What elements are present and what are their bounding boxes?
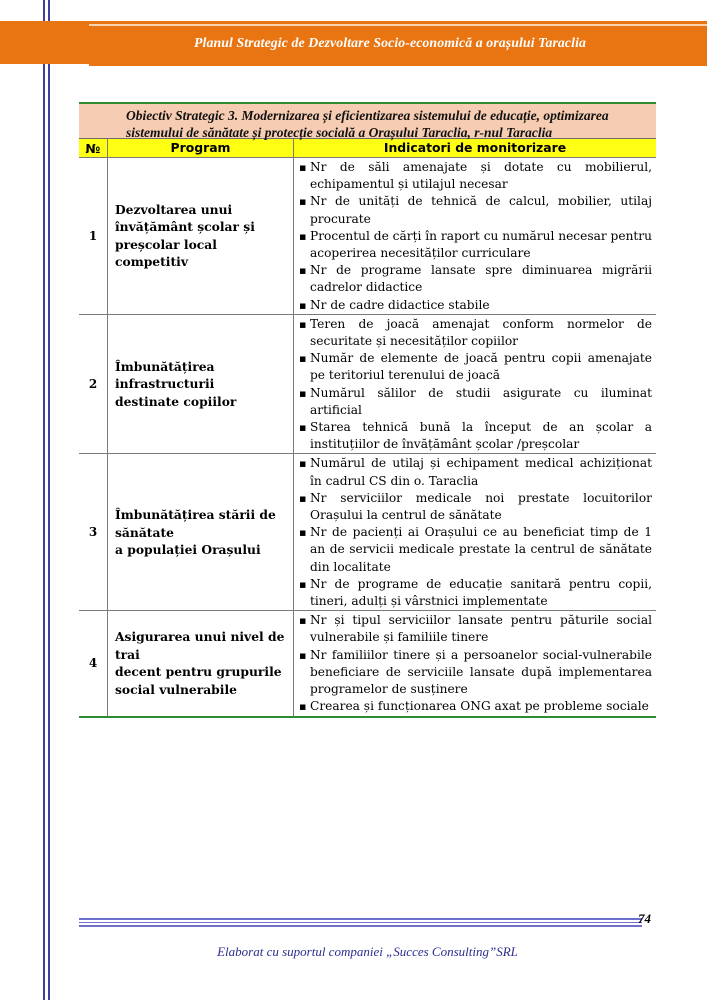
margin-line-left bbox=[43, 0, 45, 1000]
indicator-item: ▪ Nr de pacienți ai Orașului ce au beneficiat timp de 1 an de servicii medicale prestate la centrul de sănătate din localitate bbox=[299, 524, 652, 576]
indicator-item: ▪ Nr familiilor tinere și a persoanelor social-vulnerabile beneficiare de serviciile lansate după implementarea programelor de susținere bbox=[299, 647, 652, 699]
indicator-item: ▪ Nr de programe de educație sanitară pentru copii, tineri, adulți și vârstnici implementate bbox=[299, 576, 652, 610]
footer-divider bbox=[79, 918, 642, 929]
indicators-cell bbox=[294, 158, 656, 314]
row-number: 4 bbox=[79, 611, 108, 715]
indicator-item: ▪ Nr de unități de tehnică de calcul, mobilier, utilaj procurate bbox=[299, 193, 652, 227]
indicator-item: ▪ Numărul de utilaj și echipament medical achiziționat în cadrul CS din o. Taraclia bbox=[299, 455, 652, 489]
indicator-list bbox=[299, 455, 652, 610]
indicator-item: ▪ Teren de joacă amenajat conform normelor de securitate și necesităților copiilor bbox=[299, 316, 652, 350]
indicator-item: ▪ Crearea și funcționarea ONG axat pe probleme sociale bbox=[299, 698, 652, 715]
indicator-item: ▪ Nr de programe lansate spre diminuarea migrării cadrelor didactice bbox=[299, 262, 652, 296]
indicator-item: ▪ Nr de cadre didactice stabile bbox=[299, 297, 652, 314]
objective-heading: Obiectiv Strategic 3. Modernizarea și eficientizarea sistemului de educație, optimizarea sistemului de sănătate și protecție socială a Orașului Taraclia, r-nul Taraclia bbox=[79, 104, 656, 139]
header-indicators: Indicatori de monitorizare bbox=[383, 140, 567, 156]
indicators-cell bbox=[294, 454, 656, 610]
margin-line-right bbox=[48, 0, 50, 1000]
table-header-row bbox=[79, 139, 656, 158]
table-row bbox=[79, 611, 656, 715]
table-row bbox=[79, 158, 656, 315]
table-row bbox=[79, 315, 656, 455]
page-number: 74 bbox=[638, 911, 651, 926]
header-no: № bbox=[79, 139, 108, 157]
program-name: Îmbunătățirea infrastructurii destinate copiilor bbox=[108, 315, 294, 454]
indicator-item: ▪ Număr de elemente de joacă pentru copii amenajate pe teritoriul terenului de joacă bbox=[299, 350, 652, 384]
header-program: Program bbox=[108, 139, 294, 157]
indicator-item: ▪ Nr de săli amenajate și dotate cu mobilierul, echipamentul și utilajul necesar bbox=[299, 159, 652, 193]
indicator-item: ▪ Numărul sălilor de studii asigurate cu iluminat artificial bbox=[299, 385, 652, 419]
row-number: 2 bbox=[79, 315, 108, 454]
indicator-list bbox=[299, 612, 652, 715]
indicator-item: ▪ Starea tehnică bună la început de an școlar a instituțiilor de învățământ școlar /preșcolar bbox=[299, 419, 652, 453]
program-name: Asigurarea unui nivel de trai decent pentru grupurile social vulnerabile bbox=[108, 611, 294, 715]
indicators-cell bbox=[294, 611, 656, 715]
row-number: 1 bbox=[79, 158, 108, 314]
program-name: Îmbunătățirea stării de sănătate a populației Orașului bbox=[108, 454, 294, 610]
row-number: 3 bbox=[79, 454, 108, 610]
indicators-cell bbox=[294, 315, 656, 454]
indicator-list bbox=[299, 159, 652, 314]
page-footer: Elaborat cu suportul companiei „Succes Consulting”SRL bbox=[217, 944, 518, 959]
indicator-item: ▪ Nr și tipul serviciilor lansate pentru păturile social vulnerabile și familiile tinere bbox=[299, 612, 652, 646]
header-bar bbox=[0, 21, 707, 64]
indicator-item: ▪ Nr serviciilor medicale noi prestate locuitorilor Orașului la centrul de sănătate bbox=[299, 490, 652, 524]
table-row bbox=[79, 454, 656, 611]
page-header-title: Planul Strategic de Dezvoltare Socio-economică a orașului Taraclia bbox=[193, 35, 587, 50]
indicator-item: ▪ Procentul de cărți în raport cu numărul necesar pentru acoperirea necesităților curriculare bbox=[299, 228, 652, 262]
program-name: Dezvoltarea unui învățământ școlar și preșcolar local competitiv bbox=[108, 158, 294, 314]
indicator-list bbox=[299, 316, 652, 454]
strategy-table bbox=[79, 102, 656, 718]
